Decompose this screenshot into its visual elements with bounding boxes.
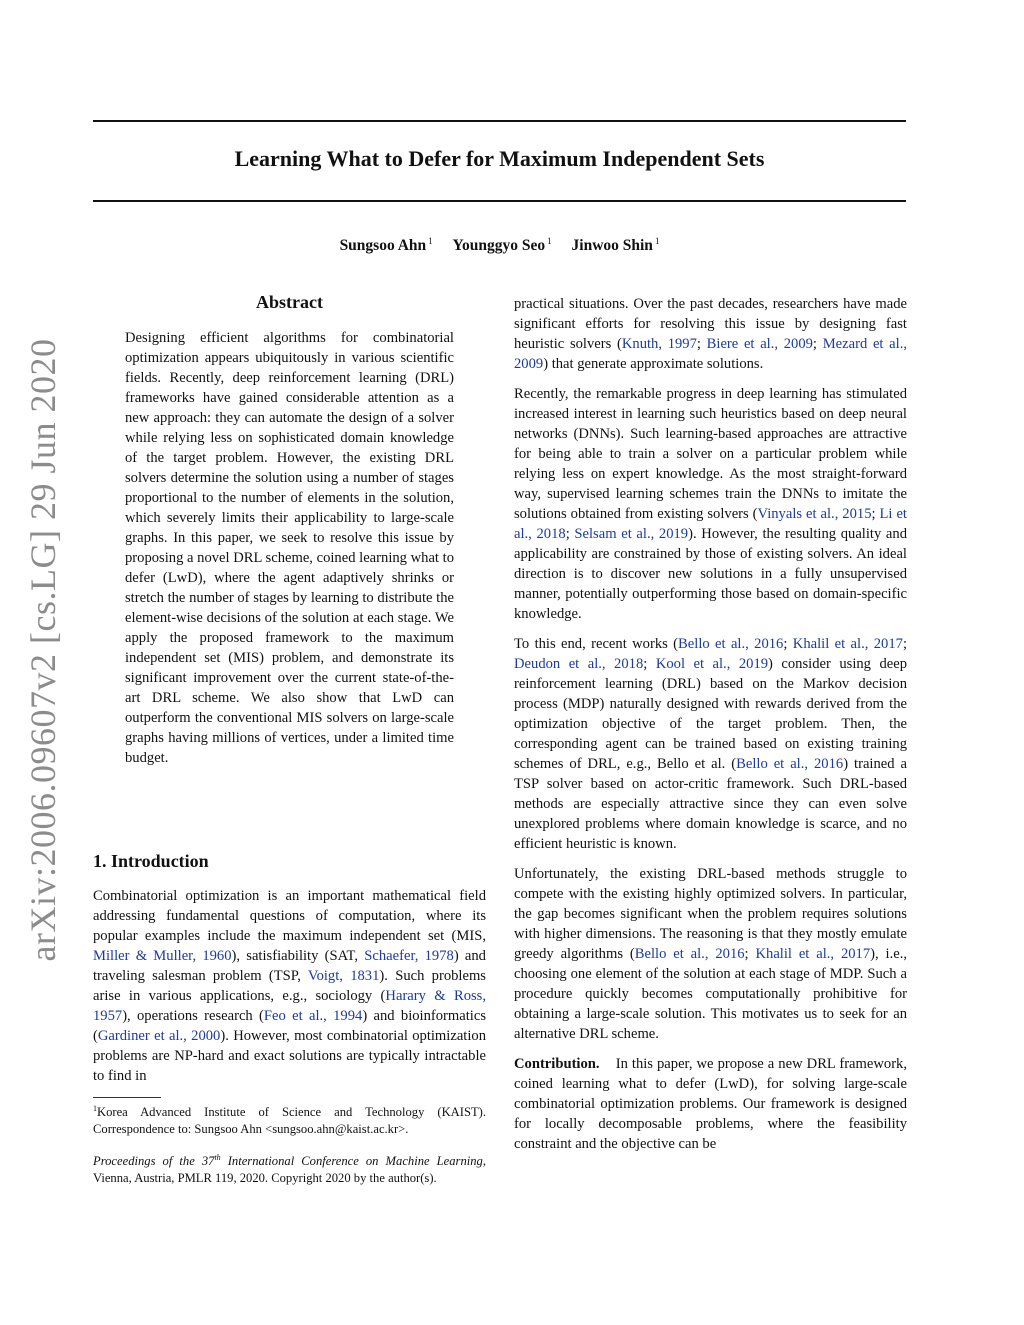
citation-link[interactable]: Feo et al., 1994 <box>263 1008 363 1024</box>
footnote-text: Korea Advanced Institute of Science and Technology (KAIST). Correspondence to: Sungsoo Ahn <sungsoo.ahn@kaist.ac.kr>. <box>93 1105 486 1137</box>
text-run: ) and bioinformatics ( <box>93 1008 487 1044</box>
title-rule-top <box>93 120 906 122</box>
proceedings-note <box>93 1149 486 1187</box>
abstract-body <box>125 328 454 768</box>
right-column <box>514 294 907 1154</box>
paper-title: Learning What to Defer for Maximum Independent Sets <box>234 146 765 171</box>
citation-link[interactable]: Harary & Ross, 1957 <box>93 988 487 1024</box>
citation-link[interactable]: Vinyals et al., 2015 <box>757 506 872 522</box>
text-run: ). However, most combinatorial optimization problems are NP-hard and exact solutions are typically intractable to find in <box>93 1028 486 1084</box>
citation-link[interactable]: Voigt, 1831 <box>307 968 380 984</box>
text-run: practical situations. Over the past decades, researchers have made significant efforts for resolving this issue by designing fast heuristic solvers ( <box>514 296 907 352</box>
citation-link[interactable]: Bello et al., 2016 <box>634 946 745 962</box>
body-paragraph <box>514 634 907 854</box>
text-run: ; <box>902 636 907 652</box>
citation-link[interactable]: Knuth, 1997 <box>621 336 697 352</box>
author-name: Sungsoo Ahn <box>339 237 427 255</box>
conference-ordinal-suffix: th <box>214 1153 221 1162</box>
title-rule-bottom <box>93 200 906 202</box>
author-name: Younggyo Seo <box>452 237 546 255</box>
text-run: ). Such problems arise in various applications, e.g., sociology ( <box>93 968 486 1004</box>
text-run: ; <box>744 946 756 962</box>
body-paragraph <box>514 864 907 1044</box>
citation-link[interactable]: Khalil et al., 2017 <box>755 946 871 962</box>
citation-link[interactable]: Biere et al., 2009 <box>706 336 813 352</box>
footnote <box>93 1100 486 1138</box>
introduction-body <box>93 886 486 1086</box>
citation-link[interactable]: Li et al., 2018 <box>514 506 907 542</box>
text-run: ; <box>871 506 880 522</box>
text-run: International Conference on Machine Learning <box>220 1154 483 1169</box>
text-run: , Vienna, Austria, PMLR 119, 2020. Copyright 2020 by the author(s). <box>93 1154 486 1186</box>
text-run: ), operations research ( <box>122 1008 264 1024</box>
author-name: Jinwoo Shin <box>571 237 653 255</box>
abstract-heading: Abstract <box>256 292 323 312</box>
text-run: Proceedings of the <box>93 1154 202 1169</box>
abstract-text: Designing efficient algorithms for combinatorial optimization appears ubiquitously in various scientific fields. Recently, deep reinforcement learning (DRL) frameworks have gained considerable attention as a new approach: they can automate the design of a solver while relying less on sophisticated domain knowledge of the target problem. However, the existing DRL solvers determine the solution using a number of stages proportional to the number of elements in the solution, which severely limits their applicability to large-scale graphs. In this paper, we seek to resolve this issue by proposing a novel DRL scheme, coined learning what to defer (LwD), where the agent adaptively shrinks or stretch the number of stages by learning to distribute the element-wise decisions of the solution at each stage. We apply the proposed framework to the maximum independent set (MIS) problem, and demonstrate its significant improvement over the current state-of-the-art DRL scheme. We also show that LwD can outperform the conventional MIS solvers on large-scale graphs having millions of vertices, under a limited time budget. <box>125 330 454 766</box>
text-run: Recently, the remarkable progress in deep learning has stimulated increased interest in learning such heuristics based on deep neural networks (DNNs). Such learning-based approaches are attractive for being able to train a solver on a particular problem while relying less on expert knowledge. As the most straight-forward way, supervised learning schemes train the DNNs to imitate the solutions obtained from existing solvers ( <box>514 386 907 522</box>
arxiv-identifier-stamp: arXiv:2006.09607v2 [cs.LG] 29 Jun 2020 <box>23 338 63 962</box>
citation-link[interactable]: Bello et al., 2016 <box>736 756 844 772</box>
text-run: In this paper, we propose a new DRL framework, coined learning what to defer (LwD), for solving large-scale combinatorial optimization problems. Our framework is designed for locally decomposable problems, where the feasibility constraint and the objective can be <box>514 1056 908 1152</box>
conference-ordinal: 37 <box>201 1154 215 1169</box>
text-run: ; <box>696 336 707 352</box>
citation-link[interactable]: Khalil et al., 2017 <box>792 636 903 652</box>
citation-link[interactable]: Gardiner et al., 2000 <box>97 1028 221 1044</box>
author <box>340 237 433 254</box>
citation-link[interactable]: Schaefer, 1978 <box>364 948 454 964</box>
text-run: To this end, recent works ( <box>514 636 679 652</box>
footnote-marker: 1 <box>93 1104 97 1113</box>
text-run: ). However, the resulting quality and applicability are constrained by those of existing solvers. An ideal direction is to discover new solutions in a fully unsupervised manner, potentially outperforming those based on domain-specific knowledge. <box>514 526 907 622</box>
citation-link[interactable]: Selsam et al., 2019 <box>574 526 689 542</box>
text-run: ) and traveling salesman problem (TSP, <box>93 948 486 984</box>
text-run: ) that generate approximate solutions. <box>543 356 764 372</box>
body-paragraph <box>514 384 907 624</box>
author <box>572 237 660 254</box>
intro-paragraph <box>93 886 486 1086</box>
text-run: ; <box>643 656 656 672</box>
author-affiliation-marker: 1 <box>428 236 433 246</box>
author-affiliation-marker: 1 <box>654 236 660 246</box>
citation-link[interactable]: Mezard et al., 2009 <box>514 336 908 372</box>
text-run: Combinatorial optimization is an important mathematical field addressing fundamental questions of computation, where its popular examples include the maximum independent set (MIS, <box>93 888 486 944</box>
text-run: Unfortunately, the existing DRL-based methods struggle to compete with the existing highly optimized solvers. In particular, the gap becomes significant when the problem requires solutions with higher dimensions. The reasoning is that they mostly emulate greedy algorithms ( <box>514 866 907 962</box>
author-list <box>93 236 906 255</box>
text-run: ) consider using deep reinforcement learning (DRL) based on the Markov decision process (MDP) naturally designed with rewards derived from the optimization objective of the target problem. Then, the corresponding agent can be trained based on existing training schemes of DRL, e.g., Bello et al. ( <box>514 656 908 772</box>
text-run: ), i.e., choosing one element of the solution at each stage of MDP. Such a procedure quickly becomes computationally prohibitive for obtaining a large-scale solution. This motivates us to seek for an alternative DRL scheme. <box>514 946 907 1042</box>
body-paragraph <box>514 294 907 374</box>
citation-link[interactable]: Miller & Muller, 1960 <box>93 948 232 964</box>
author <box>453 237 552 254</box>
footnote-rule <box>93 1097 161 1098</box>
citation-link[interactable]: Kool et al., 2019 <box>655 656 769 672</box>
citation-link[interactable]: Deudon et al., 2018 <box>514 656 644 672</box>
introduction-heading: 1. Introduction <box>93 851 209 871</box>
author-affiliation-marker: 1 <box>547 236 552 246</box>
text-run: ; <box>565 526 575 542</box>
text-run: ) trained a TSP solver based on actor-critic framework. Such DRL-based methods are especially attractive since they can even solve unexplored problems where domain knowledge is scarce, and no efficient heuristic is known. <box>514 756 907 852</box>
contribution-label: Contribution. <box>514 1056 600 1072</box>
citation-link[interactable]: Bello et al., 2016 <box>678 636 784 652</box>
contribution-paragraph <box>514 1054 907 1154</box>
text-run: ; <box>783 636 793 652</box>
text-run: ; <box>812 336 823 352</box>
text-run: ), satisfiability (SAT, <box>231 948 365 964</box>
